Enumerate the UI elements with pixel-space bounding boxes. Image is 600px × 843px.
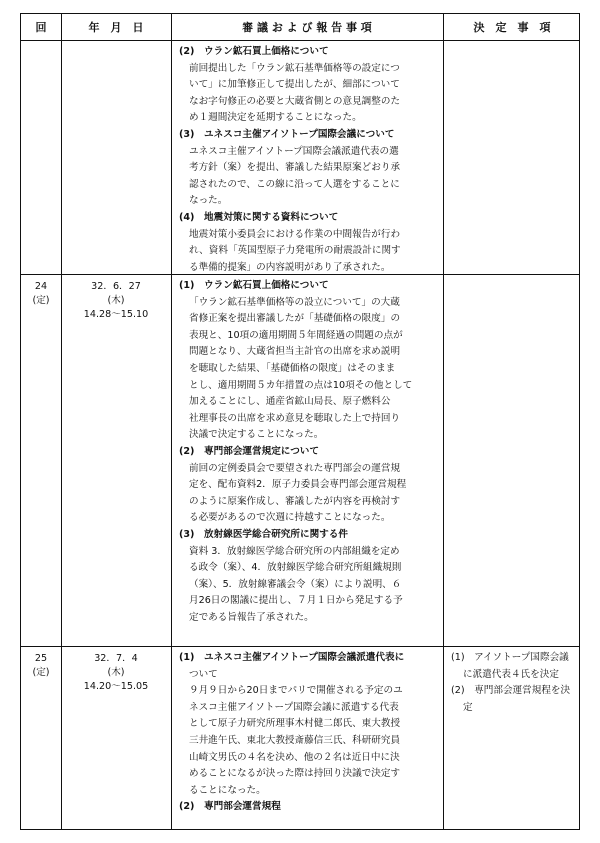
- item-text-line: 表現と、10項の適用期間５年間経過の問題の点が: [189, 329, 403, 341]
- item-text-line: 三井進午氏、東北大教授斎藤信三氏、科研研究員: [189, 734, 401, 746]
- item-text-line: 地震対策小委員会における作業の中間報告が行わ: [189, 228, 401, 240]
- session-type: (定): [32, 667, 50, 678]
- minutes-table: [20, 13, 580, 830]
- item-title: (4) 地震対策に関する資料について: [179, 211, 339, 223]
- item-text-line: 山崎文男氏の４名を決め、他の２名は近日中に決: [189, 751, 400, 763]
- item-text-line: る政令（案）、4．放射線医学総合研究所組織規則: [189, 562, 402, 574]
- item-text-line: いて」に加筆修正して提出したが、細部について: [189, 79, 400, 91]
- row1-deliberation: [177, 278, 441, 626]
- column-divider: [61, 14, 62, 829]
- row0-deliberation: [177, 44, 441, 276]
- header-divider: [21, 40, 579, 41]
- item-text-line: 前回の定例委員会で要望された専門部会の運営規: [189, 462, 401, 474]
- item-title: (1) ウラン鉱石買上価格について: [179, 280, 329, 291]
- decision-item: (1) アイソトープ国際会議: [451, 652, 569, 663]
- item-text-line: 問題となり、大蔵省担当主計官の出席を求め説明: [189, 346, 401, 358]
- item-title: (2) 専門部会運営規程: [179, 801, 281, 813]
- item-title: (2) 専門部会運営規定について: [179, 445, 319, 457]
- item-text-line: ついて: [189, 668, 218, 680]
- header-decision: 決 定 事 項: [473, 21, 551, 34]
- item-title: (3) ユネスコ主催アイソトープ国際会議について: [179, 128, 395, 140]
- item-text-line: ９月９日から20日までパリで開催される予定のユ: [189, 685, 403, 697]
- meeting-weekday: (木): [107, 295, 125, 306]
- item-text-line: 前回提出した「ウラン鉱石基準価格等の設定につ: [189, 62, 400, 74]
- row2-session: [21, 652, 61, 680]
- decision-item: (2) 専門部会運営規程を決: [451, 685, 571, 697]
- item-text-line: ることになった。: [189, 784, 266, 796]
- session-number: 25: [34, 653, 48, 664]
- session-number: 24: [34, 281, 48, 292]
- row1-date: [61, 280, 171, 322]
- item-text-line: め１週間決定を延期することになった。: [189, 112, 362, 124]
- item-text-line: ユネスコ主催アイソトープ国際会議派遣代表の選: [189, 145, 399, 157]
- item-text-line: とし、適用期間５カ年措置の点は10項その他として: [189, 379, 413, 391]
- item-text-line: 社理事長の出席を求め意見を聴取した上で持回り: [189, 412, 401, 424]
- item-text-line: 資料 3．放射線医学総合研究所の内部組織を定め: [189, 545, 400, 557]
- row-divider: [21, 646, 579, 647]
- item-text-line: 定を、配布資料2．原子力委員会専門部会運営規程: [189, 479, 407, 491]
- meeting-date: 32．7．4: [94, 653, 138, 664]
- item-text-line: なった。: [189, 195, 228, 207]
- item-text-line: 考方針（案）を提出、審議した結果原案どおり承: [189, 162, 401, 174]
- item-text-line: 認されたので、この線に沿って人選をすることに: [189, 178, 400, 190]
- session-type: (定): [32, 295, 50, 306]
- column-divider: [443, 14, 444, 829]
- item-text-line: として原子力研究所理事木村健二郎氏、東大教授: [189, 718, 401, 730]
- item-text-line: なお字句修正の必要と大蔵省側との意見調整のた: [189, 95, 401, 107]
- row2-deliberation: [177, 650, 441, 816]
- item-text-line: 加えることにし、通産省鉱山局長、原子燃料公: [189, 396, 391, 408]
- item-text-line: る必要があるので次週に持越すことになった。: [189, 512, 391, 524]
- decision-item-cont: 定: [463, 701, 473, 713]
- item-text-line: （案）、5．放射線審議会令（案）により説明、６: [189, 578, 402, 590]
- item-text-line: れ、資料「英国型原子力発電所の耐震設計に関す: [189, 245, 401, 257]
- item-text-line: 月26日の閣議に提出し、７月１日から発足する予: [189, 595, 403, 607]
- item-title: (3) 放射線医学総合研究所に関する件: [179, 528, 348, 540]
- item-text-line: 定である旨報告了承された。: [189, 611, 314, 623]
- header-date: 年 月 日: [88, 21, 144, 34]
- item-text-line: 決議で決定することになった。: [189, 429, 324, 441]
- item-text-line: めることになるが決った際は持回り決議で決定す: [189, 768, 401, 780]
- decision-item-cont: に派遣代表４氏を決定: [463, 668, 559, 680]
- item-title: (1) ユネスコ主催アイソトープ国際会議派遣代表に: [179, 652, 405, 663]
- item-text-line: る準備的提案」の内容説明があり了承された。: [189, 261, 391, 273]
- meeting-time: 14.28〜15.10: [83, 309, 149, 320]
- meeting-date: 32．6．27: [91, 281, 141, 292]
- header-deliberation: 審 議 お よ び 報 告 事 項: [242, 21, 372, 34]
- meeting-time: 14.20〜15.05: [83, 681, 149, 692]
- row1-session: [21, 280, 61, 308]
- row2-date: [61, 652, 171, 694]
- item-text-line: を聴取した結果、「基礎価格の限度」はそのまま: [189, 362, 396, 374]
- header-session: 回: [35, 21, 47, 34]
- item-text-line: のように原案作成し、審議したが内容を再検討す: [189, 495, 401, 507]
- item-text-line: 省修正案を提出審議したが「基礎価格の限度」の: [189, 313, 401, 325]
- item-text-line: 「ウラン鉱石基準価格等の設立について」の大蔵: [189, 296, 400, 308]
- meeting-weekday: (木): [107, 667, 125, 678]
- item-text-line: ネスコ主催アイソトープ国際会議に派遣する代表: [189, 701, 399, 713]
- row2-decisions: [447, 650, 583, 716]
- column-divider: [171, 14, 172, 829]
- item-title: (2) ウラン鉱石買上価格について: [179, 46, 329, 57]
